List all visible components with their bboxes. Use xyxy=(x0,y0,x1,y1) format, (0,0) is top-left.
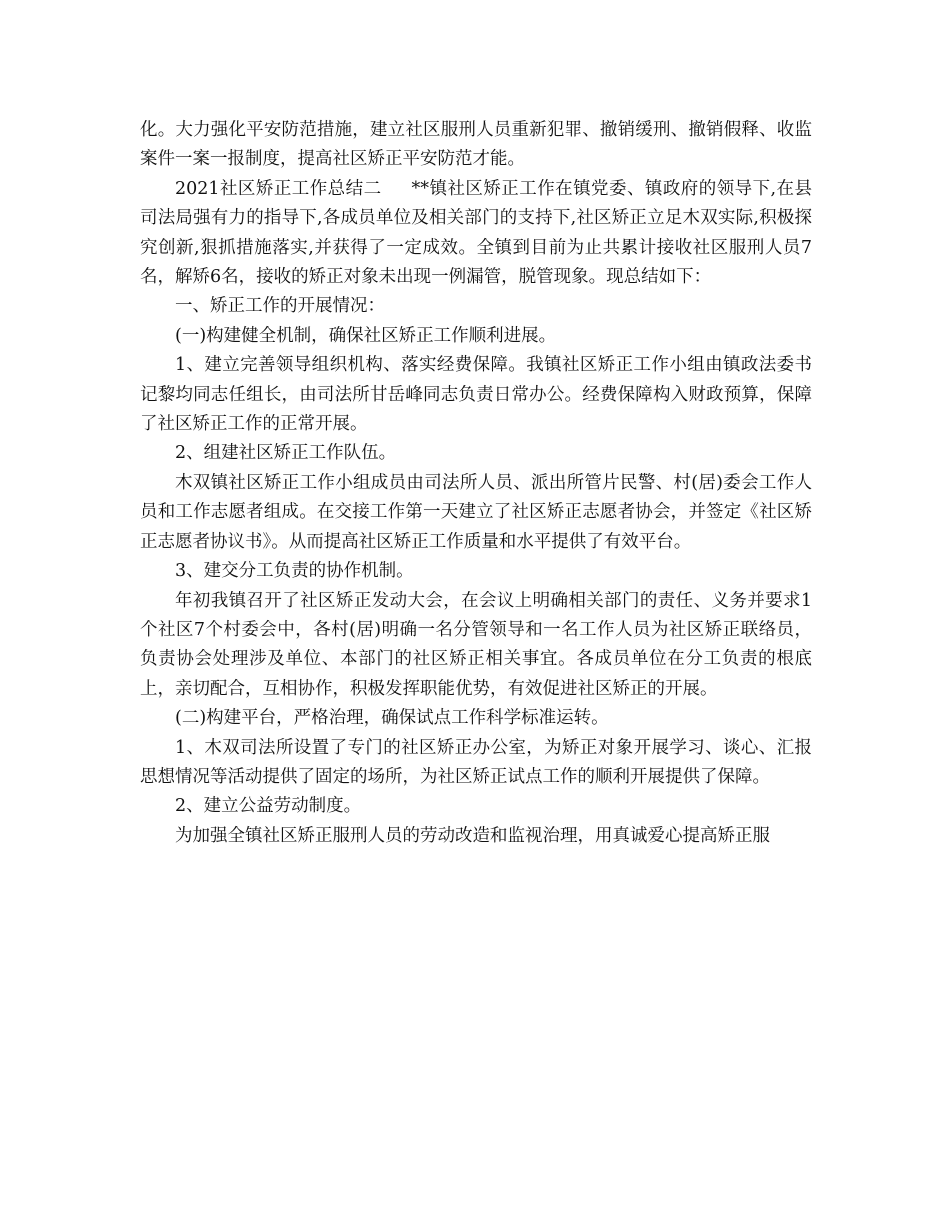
paragraph-10: (二)构建平台，严格治理，确保试点工作科学标准运转。 xyxy=(175,708,609,729)
paragraph-11: 1、木双司法所设置了专门的社区矫正办公室，为矫正对象开展学习、谈心、汇报思想情况等活动提供了固定的场所，为社区矫正试点工作的顺利开展提供了保障。 xyxy=(140,737,812,787)
paragraph-6: 2、组建社区矫正工作队伍。 xyxy=(175,443,397,464)
paragraph-9: 年初我镇召开了社区矫正发动大会，在会议上明确相关部门的责任、义务并要求1个社区7个村委会中，各村(居)明确一名分管领导和一名工作人员为社区矫正联络员，负责协会处理涉及单位、本部门的社区矫正相关事宜。各成员单位在分工负责的根底上，亲切配合，互相协作，积极发挥职能优势，有效促进社区矫正的开展。 xyxy=(140,590,812,699)
paragraph-8: 3、建交分工负责的协作机制。 xyxy=(175,561,414,582)
document-body xyxy=(140,116,812,851)
paragraph-2-body: **镇社区矫正工作在镇党委、镇政府的领导下,在县司法局强有力的指导下,各成员单位及相关部门的支持下,社区矫正立足木双实际,积极探究创新,狠抓措施落实,并获得了一定成效。全镇到目前为止共累计接收社区服刑人员7名，解矫6名，接收的矫正对象未出现一例漏管，脱管现象。现总结如下： xyxy=(140,178,813,288)
paragraph-7: 木双镇社区矫正工作小组成员由司法所人员、派出所管片民警、村(居)委会工作人员和工作志愿者组成。在交接工作第一天建立了社区矫正志愿者协会，并签定《社区矫正志愿者协议书》。从而提高社区矫正工作质量和水平提供了有效平台。 xyxy=(140,472,812,552)
section-heading: 2021社区矫正工作总结二 xyxy=(175,178,382,199)
paragraph-3: 一、矫正工作的开展情况： xyxy=(175,296,385,317)
paragraph-2 xyxy=(140,175,812,293)
paragraph-5: 1、建立完善领导组织机构、落实经费保障。我镇社区矫正工作小组由镇政法委书记黎均同志任组长，由司法所甘岳峰同志负责日常办公。经费保障构入财政预算，保障了社区矫正工作的正常开展。 xyxy=(140,355,812,435)
paragraph-12: 2、建立公益劳动制度。 xyxy=(175,796,362,817)
paragraph-13: 为加强全镇社区矫正服刑人员的劳动改造和监视治理，用真诚爱心提高矫正服 xyxy=(175,825,770,846)
paragraph-1: 化。大力强化平安防范措施，建立社区服刑人员重新犯罪、撤销缓刑、撤销假释、收监案件一案一报制度，提高社区矫正平安防范才能。 xyxy=(140,120,812,170)
paragraph-4: (一)构建健全机制，确保社区矫正工作顺利进展。 xyxy=(175,325,557,346)
